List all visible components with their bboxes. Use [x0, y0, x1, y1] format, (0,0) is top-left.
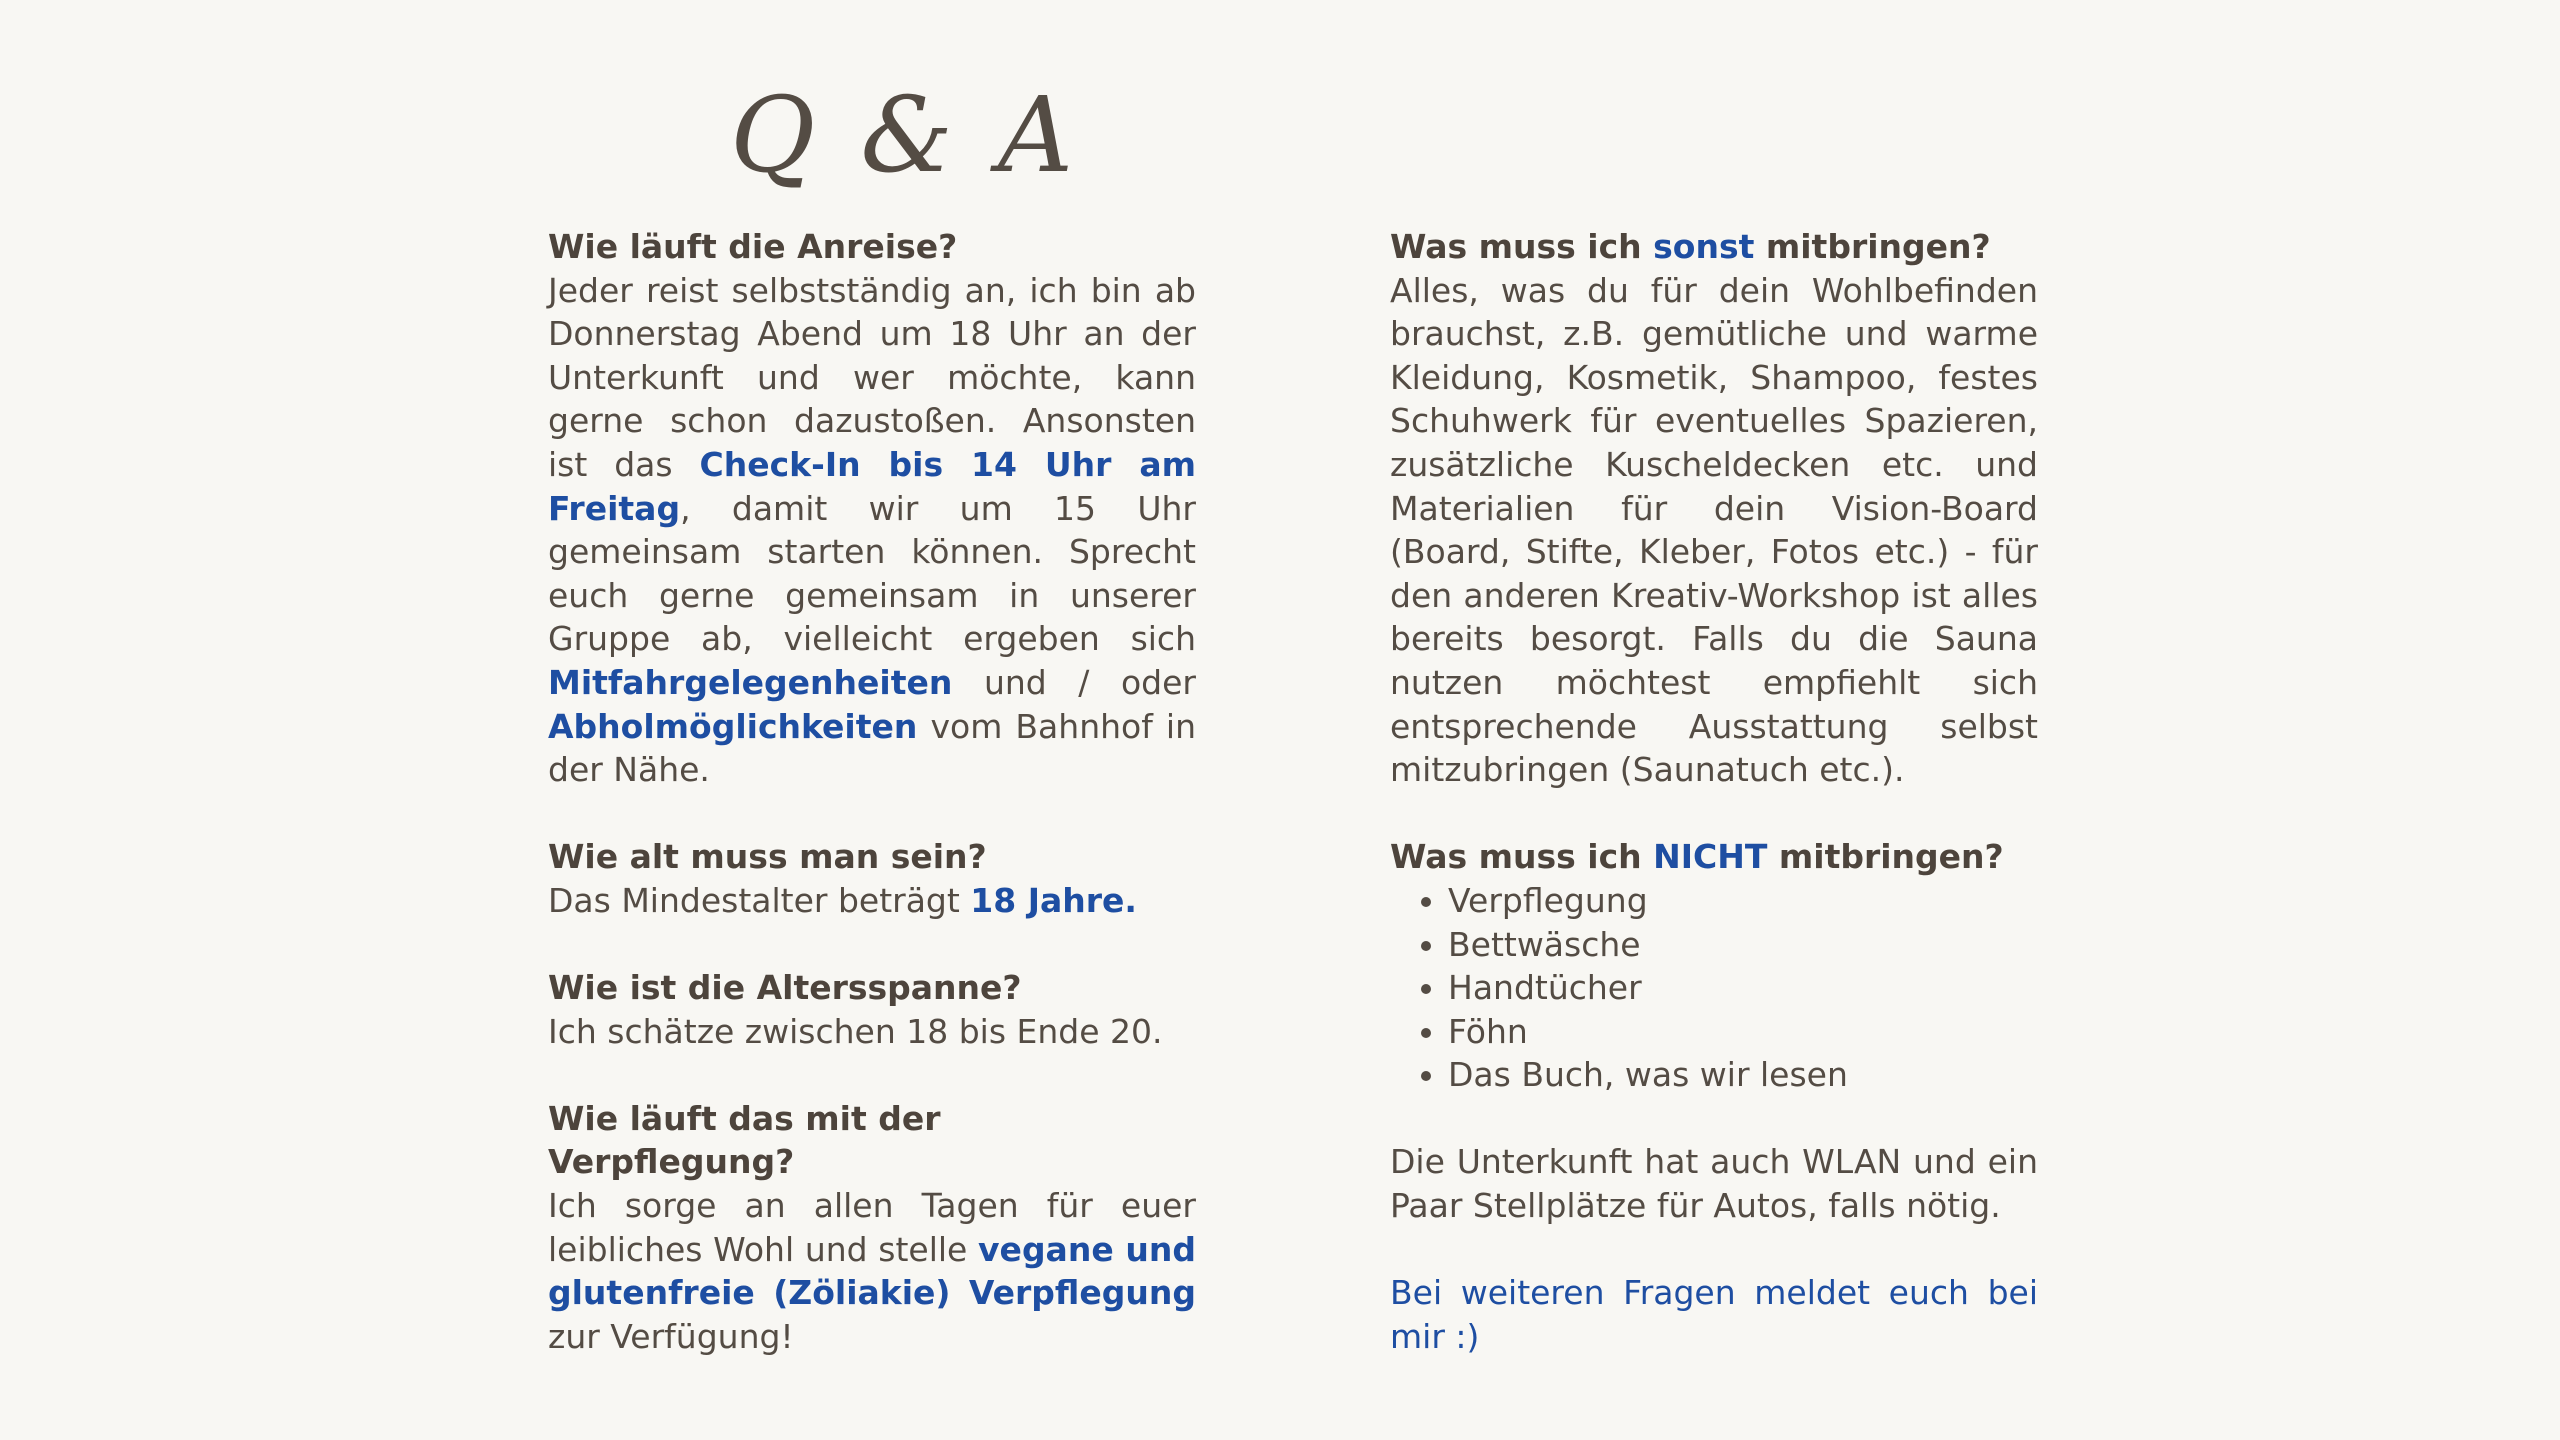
list-item: • Bettwäsche [1448, 923, 2038, 967]
highlight-pickup: Abholmöglichkeiten [548, 706, 918, 746]
answer-text: Ich sorge an allen Tagen für euer leibliches Wohl und stelle [548, 1186, 1196, 1269]
faq-catering [548, 1097, 1196, 1359]
left-column [548, 225, 1196, 1402]
faq-bring [1390, 225, 2038, 792]
answer-text: und / oder [952, 662, 1196, 702]
question-catering: Wie läuft das mit der Verpflegung? [548, 1098, 941, 1182]
answer-text: zur Verfügung! [548, 1316, 794, 1356]
answer-age [548, 879, 1196, 923]
note-text: Die Unterkunft hat auch WLAN und ein Paar Stellplätze für Autos, falls nötig. [1390, 1142, 2038, 1226]
note-wifi-parking [1390, 1140, 2038, 1227]
page-title: Q & A [730, 74, 1080, 196]
highlight-rideshare: Mitfahrgelegenheiten [548, 662, 953, 702]
highlight-sonst: sonst [1653, 227, 1755, 266]
list-item: • Das Buch, was wir lesen [1448, 1053, 2038, 1097]
highlight-check-in: Check-In bis 14 Uhr am Freitag [548, 444, 1196, 528]
list-item: • Föhn [1448, 1010, 2038, 1054]
answer-text: Das Mindestalter beträgt [548, 880, 971, 920]
answer-age-range: Ich schätze zwischen 18 bis Ende 20. [548, 1011, 1163, 1051]
question-arrival: Wie läuft die Anreise? [548, 227, 958, 266]
list-item: • Verpflegung [1448, 879, 2038, 923]
question-text: Was muss ich [1390, 837, 1654, 877]
question-age-range: Wie ist die Altersspanne? [548, 968, 1022, 1008]
right-column [1390, 225, 2038, 1402]
faq-age-range [548, 966, 1196, 1053]
answer-text: Jeder reist selbstständig an, ich bin ab Donnerstag Abend um 18 Uhr an der Unterkunft und wer möchte, kann gerne schon dazustoßen. Ansonsten ist das [548, 270, 1196, 484]
question-text: mitbringen? [1754, 227, 1991, 266]
answer-arrival [548, 269, 1196, 792]
faq-age [548, 835, 1196, 922]
answer-catering [548, 1184, 1196, 1358]
answer-bring: Alles, was du für dein Wohlbefinden brauchst, z.B. gemütliche und warme Kleidung, Kosmetik, Shampoo, festes Schuhwerk für eventuelles Spazieren, zusätzliche Kuscheldecken etc. und Materialien für dein Vision-Board (Board, Stifte, Kleber, Fotos etc.) - für den anderen Kreativ-Workshop ist alles bereits besorgt. Falls du die Sauna nutzen möchtest empfiehlt sich entsprechende Ausstattung selbst mitzubringen (Saunatuch etc.). [1390, 270, 2038, 790]
faq-arrival [548, 225, 1196, 792]
highlight-nicht: NICHT [1653, 837, 1768, 877]
question-not-bring [1390, 835, 2038, 879]
question-text: mitbringen? [1767, 837, 2004, 877]
faq-not-bring [1390, 835, 2038, 1097]
highlight-vegan: vegane und glutenfreie (Zöliakie) Verpflegung [548, 1229, 1196, 1313]
question-bring [1390, 225, 2038, 269]
closing-text: Bei weiteren Fragen meldet euch bei mir :) [1390, 1273, 2038, 1356]
answer-text: vom Bahnhof in der Nähe. [548, 706, 1196, 790]
highlight-min-age: 18 Jahre. [970, 880, 1137, 920]
question-age: Wie alt muss man sein? [548, 837, 987, 877]
answer-text: , damit wir um 15 Uhr gemeinsam starten können. Sprecht euch gerne gemeinsam in unserer Gruppe ab, vielleicht ergeben sich [548, 488, 1196, 659]
not-bring-list [1390, 879, 2038, 1097]
closing-note [1390, 1271, 2038, 1358]
list-item: • Handtücher [1448, 966, 2038, 1010]
question-text: Was muss ich [1390, 227, 1654, 266]
